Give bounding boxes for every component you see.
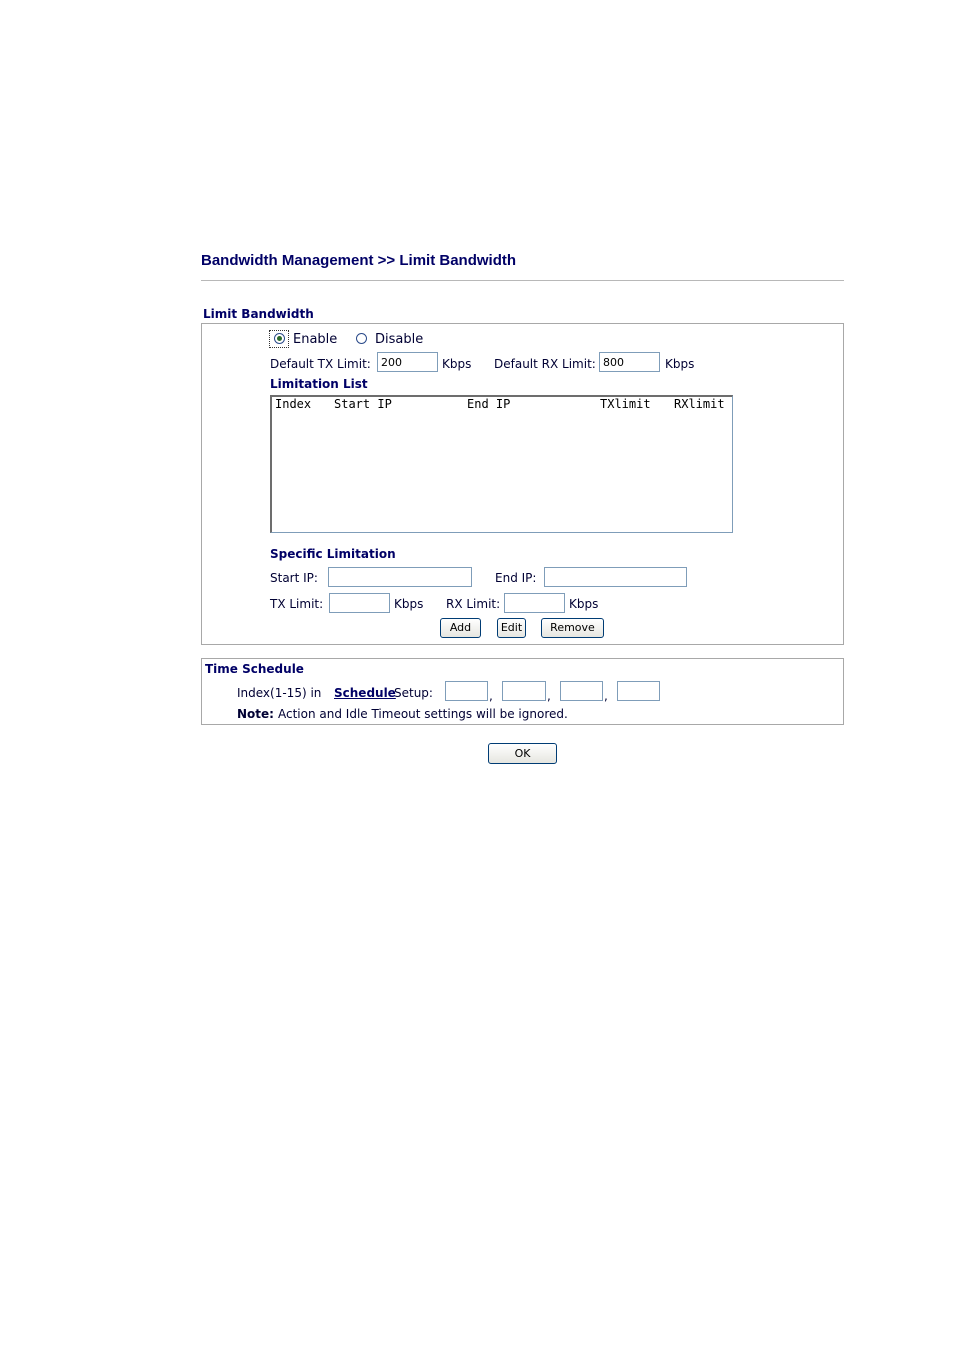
title-divider	[201, 280, 844, 281]
rx-limit-label: RX Limit:	[446, 597, 501, 611]
start-ip-label: Start IP:	[270, 571, 318, 585]
column-txlimit: TXlimit	[600, 397, 651, 411]
disable-label: Disable	[375, 332, 424, 347]
column-rxlimit: RXlimit	[674, 397, 725, 411]
schedule-index-label: Index(1-15) in	[237, 686, 322, 700]
end-ip-input[interactable]	[544, 567, 687, 587]
remove-button[interactable]: Remove	[541, 618, 604, 638]
schedule-index-2-input[interactable]	[502, 681, 546, 701]
default-tx-unit: Kbps	[442, 357, 472, 371]
schedule-comma-3: ,	[604, 689, 608, 703]
page-title: Bandwidth Management >> Limit Bandwidth	[201, 252, 517, 269]
limit-bandwidth-title: Limit Bandwidth	[203, 307, 314, 321]
edit-button[interactable]: Edit	[497, 618, 526, 638]
schedule-index-1-input[interactable]	[445, 681, 488, 701]
default-rx-label: Default RX Limit:	[494, 357, 596, 371]
schedule-comma-2: ,	[547, 689, 551, 703]
note-text: Action and Idle Timeout settings will be ignored.	[278, 707, 568, 721]
disable-radio[interactable]	[356, 333, 367, 344]
tx-limit-label: TX Limit:	[270, 597, 324, 611]
end-ip-label: End IP:	[495, 571, 537, 585]
rx-limit-input[interactable]	[504, 593, 565, 613]
ok-button[interactable]: OK	[488, 743, 557, 764]
default-tx-label: Default TX Limit:	[270, 357, 371, 371]
column-index: Index	[275, 397, 312, 411]
schedule-index-3-input[interactable]	[560, 681, 603, 701]
default-rx-unit: Kbps	[665, 357, 695, 371]
note-label: Note:	[237, 707, 274, 721]
schedule-link[interactable]: Schedule	[334, 686, 396, 700]
column-end-ip: End IP	[467, 397, 511, 411]
start-ip-input[interactable]	[328, 567, 472, 587]
tx-limit-input[interactable]	[329, 593, 390, 613]
add-button[interactable]: Add	[440, 618, 481, 638]
limitation-list-title: Limitation List	[270, 377, 368, 391]
schedule-comma-1: ,	[489, 689, 493, 703]
tx-limit-unit: Kbps	[394, 597, 424, 611]
schedule-index-4-input[interactable]	[617, 681, 660, 701]
default-rx-input[interactable]	[599, 352, 660, 372]
radio-selected-dot	[277, 336, 282, 341]
enable-label: Enable	[293, 332, 338, 347]
limitation-listbox[interactable]	[270, 395, 733, 533]
enable-radio[interactable]	[274, 333, 285, 344]
column-start-ip: Start IP	[334, 397, 392, 411]
rx-limit-unit: Kbps	[569, 597, 599, 611]
schedule-setup-label: Setup:	[394, 686, 433, 700]
time-schedule-title: Time Schedule	[205, 662, 304, 676]
specific-limitation-title: Specific Limitation	[270, 547, 396, 561]
default-tx-input[interactable]	[377, 352, 438, 372]
